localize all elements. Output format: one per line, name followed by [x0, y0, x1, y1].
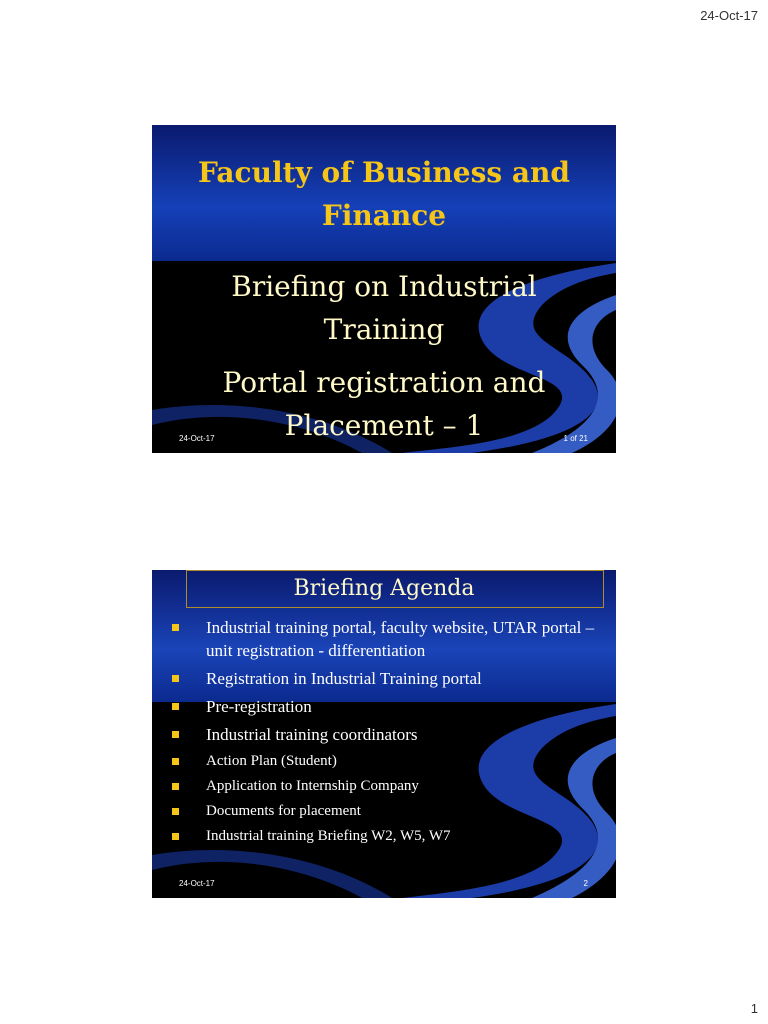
agenda-item — [170, 616, 610, 662]
page-date: 24-Oct-17 — [700, 8, 758, 23]
page-number: 1 — [750, 1001, 758, 1016]
slide-2 — [152, 570, 616, 898]
slide-2-footer-page: 2 — [583, 879, 588, 888]
agenda-item-label: Industrial training Briefing W2, W5, W7 — [206, 828, 451, 844]
agenda-item-label: Industrial training portal, faculty website, UTAR portal – unit registration - differentiation — [206, 618, 595, 660]
slide-2-title: Briefing Agenda — [293, 576, 475, 601]
square-bullet-icon — [172, 758, 179, 765]
agenda-list — [170, 616, 610, 851]
agenda-item — [170, 801, 610, 821]
subtitle-line-2: Training — [323, 313, 445, 346]
agenda-item — [170, 776, 610, 796]
agenda-item-label: Documents for placement — [206, 803, 361, 819]
square-bullet-icon — [172, 624, 179, 631]
square-bullet-icon — [172, 808, 179, 815]
slide-1-footer-date: 24-Oct-17 — [179, 434, 215, 443]
agenda-item-label: Application to Internship Company — [206, 778, 419, 794]
square-bullet-icon — [172, 731, 179, 738]
agenda-item — [170, 723, 610, 746]
agenda-item-label: Industrial training coordinators — [206, 725, 418, 744]
agenda-item-label: Pre-registration — [206, 697, 312, 716]
agenda-item — [170, 826, 610, 846]
slide-1 — [152, 125, 616, 453]
square-bullet-icon — [172, 783, 179, 790]
square-bullet-icon — [172, 703, 179, 710]
slide-1-title — [152, 151, 616, 237]
slide-2-footer-date: 24-Oct-17 — [179, 879, 215, 888]
agenda-item — [170, 751, 610, 771]
agenda-item-label: Action Plan (Student) — [206, 753, 337, 769]
subtitle-line-1: Briefing on Industrial — [231, 270, 537, 303]
agenda-item — [170, 667, 610, 690]
square-bullet-icon — [172, 675, 179, 682]
square-bullet-icon — [172, 833, 179, 840]
subtitle-line-3: Portal registration and — [222, 366, 546, 399]
agenda-item-label: Registration in Industrial Training portal — [206, 669, 482, 688]
slide-1-subtitle — [152, 265, 616, 447]
subtitle-line-4: Placement – 1 — [284, 409, 484, 442]
slide-1-footer-page: 1 of 21 — [563, 434, 588, 443]
agenda-item — [170, 695, 610, 718]
title-line-2: Finance — [321, 199, 447, 232]
title-line-1: Faculty of Business and — [198, 156, 570, 189]
